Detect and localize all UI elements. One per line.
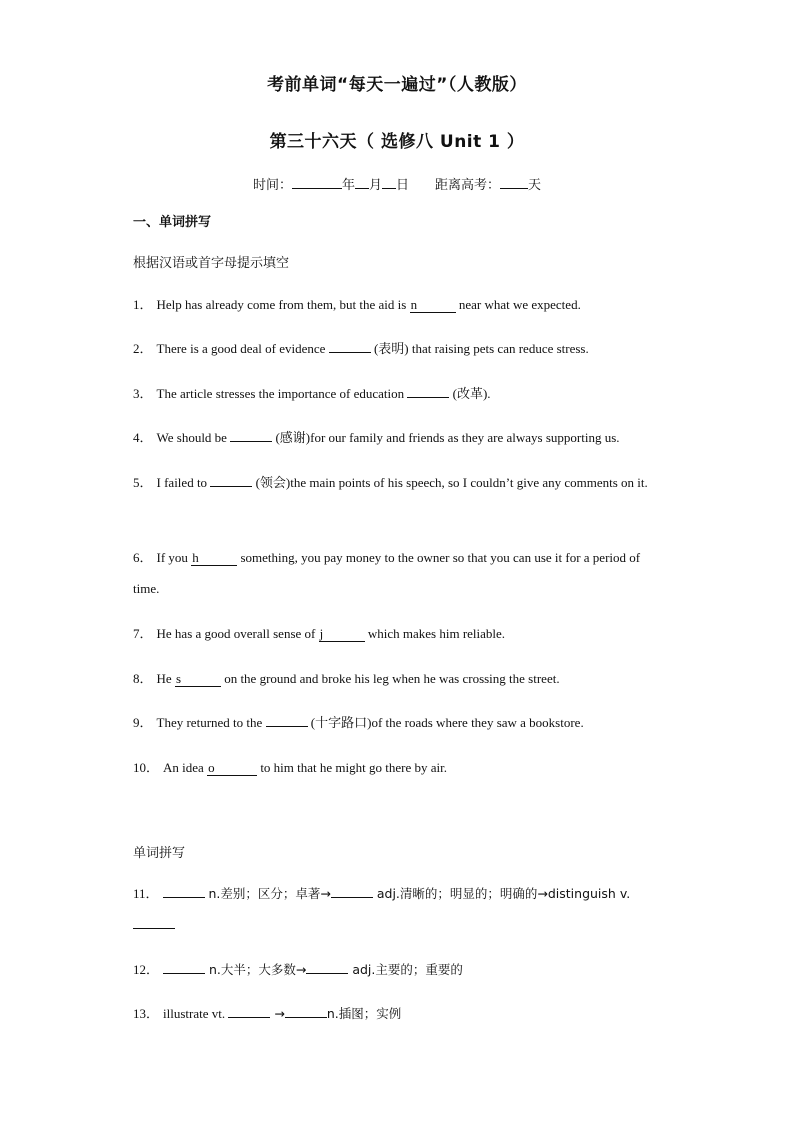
answer-blank[interactable] xyxy=(133,928,175,929)
month-label: 月 xyxy=(368,178,382,193)
question-8: 8． He s on the ground and broke his leg when he was crossing the street. xyxy=(133,671,560,686)
answer-blank[interactable]: o xyxy=(207,761,257,776)
question-3: 3． The article stresses the importance of education (改革). xyxy=(133,386,491,401)
date-label: 时间： xyxy=(252,178,292,193)
gaokao-day-label: 天 xyxy=(528,178,542,193)
answer-blank[interactable] xyxy=(329,352,371,353)
gaokao-blank[interactable] xyxy=(500,176,528,189)
document-subtitle: 第三十六天（ 选修八 Unit 1 ） xyxy=(269,132,525,152)
month-blank[interactable] xyxy=(355,176,369,189)
answer-blank[interactable]: j xyxy=(319,627,365,642)
answer-blank[interactable] xyxy=(285,1017,327,1018)
question-4: 4． We should be (感谢)for our family and friends as they are always supporting us. xyxy=(133,430,620,445)
year-label: 年 xyxy=(341,178,355,193)
answer-blank[interactable]: n xyxy=(410,298,456,313)
question-6: 6． If you h something, you pay money to the owner so that you can use it for a period of time. xyxy=(133,550,641,596)
section-heading: 一、单词拼写 xyxy=(133,215,212,230)
answer-blank[interactable] xyxy=(163,897,205,898)
year-blank[interactable] xyxy=(292,176,342,189)
answer-blank[interactable] xyxy=(407,397,449,398)
day-label: 日 xyxy=(396,178,410,193)
question-5: 5． I failed to (领会)the main points of his speech, so I couldn’t give any comments on it. xyxy=(133,475,648,490)
answer-blank[interactable] xyxy=(210,486,252,487)
answer-blank[interactable] xyxy=(331,897,373,898)
question-2: 2． There is a good deal of evidence (表明) that raising pets can reduce stress. xyxy=(133,341,589,356)
question-10: 10． An idea o to him that he might go there by air. xyxy=(133,760,447,775)
section2-instruction: 单词拼写 xyxy=(133,846,186,861)
question-13: 13． illustrate vt. → n.插图；实例 xyxy=(133,1006,402,1021)
answer-blank[interactable]: h xyxy=(191,551,237,566)
question-9: 9． They returned to the (十字路口)of the roads where they saw a bookstore. xyxy=(133,715,584,730)
gaokao-label: 距离高考： xyxy=(435,178,501,193)
answer-blank[interactable] xyxy=(228,1017,270,1018)
question-11: 11． n.差别；区分；卓著→ adj.清晰的；明显的；明确的→distinguish v. xyxy=(133,878,663,940)
question-1: 1． Help has already come from them, but the aid is n near what we expected. xyxy=(133,297,581,312)
answer-blank[interactable]: s xyxy=(175,672,221,687)
question-7: 7． He has a good overall sense of j which makes him reliable. xyxy=(133,626,506,641)
answer-blank[interactable] xyxy=(306,973,348,974)
document-title: 考前单词“每天一遍过”（人教版） xyxy=(267,75,527,95)
answer-blank[interactable] xyxy=(266,726,308,727)
question-12: 12． n.大半；大多数→ adj.主要的；重要的 xyxy=(133,962,463,977)
day-blank[interactable] xyxy=(382,176,396,189)
section-instruction: 根据汉语或首字母提示填空 xyxy=(133,256,290,271)
date-line xyxy=(0,174,794,193)
answer-blank[interactable] xyxy=(230,441,272,442)
answer-blank[interactable] xyxy=(163,973,205,974)
